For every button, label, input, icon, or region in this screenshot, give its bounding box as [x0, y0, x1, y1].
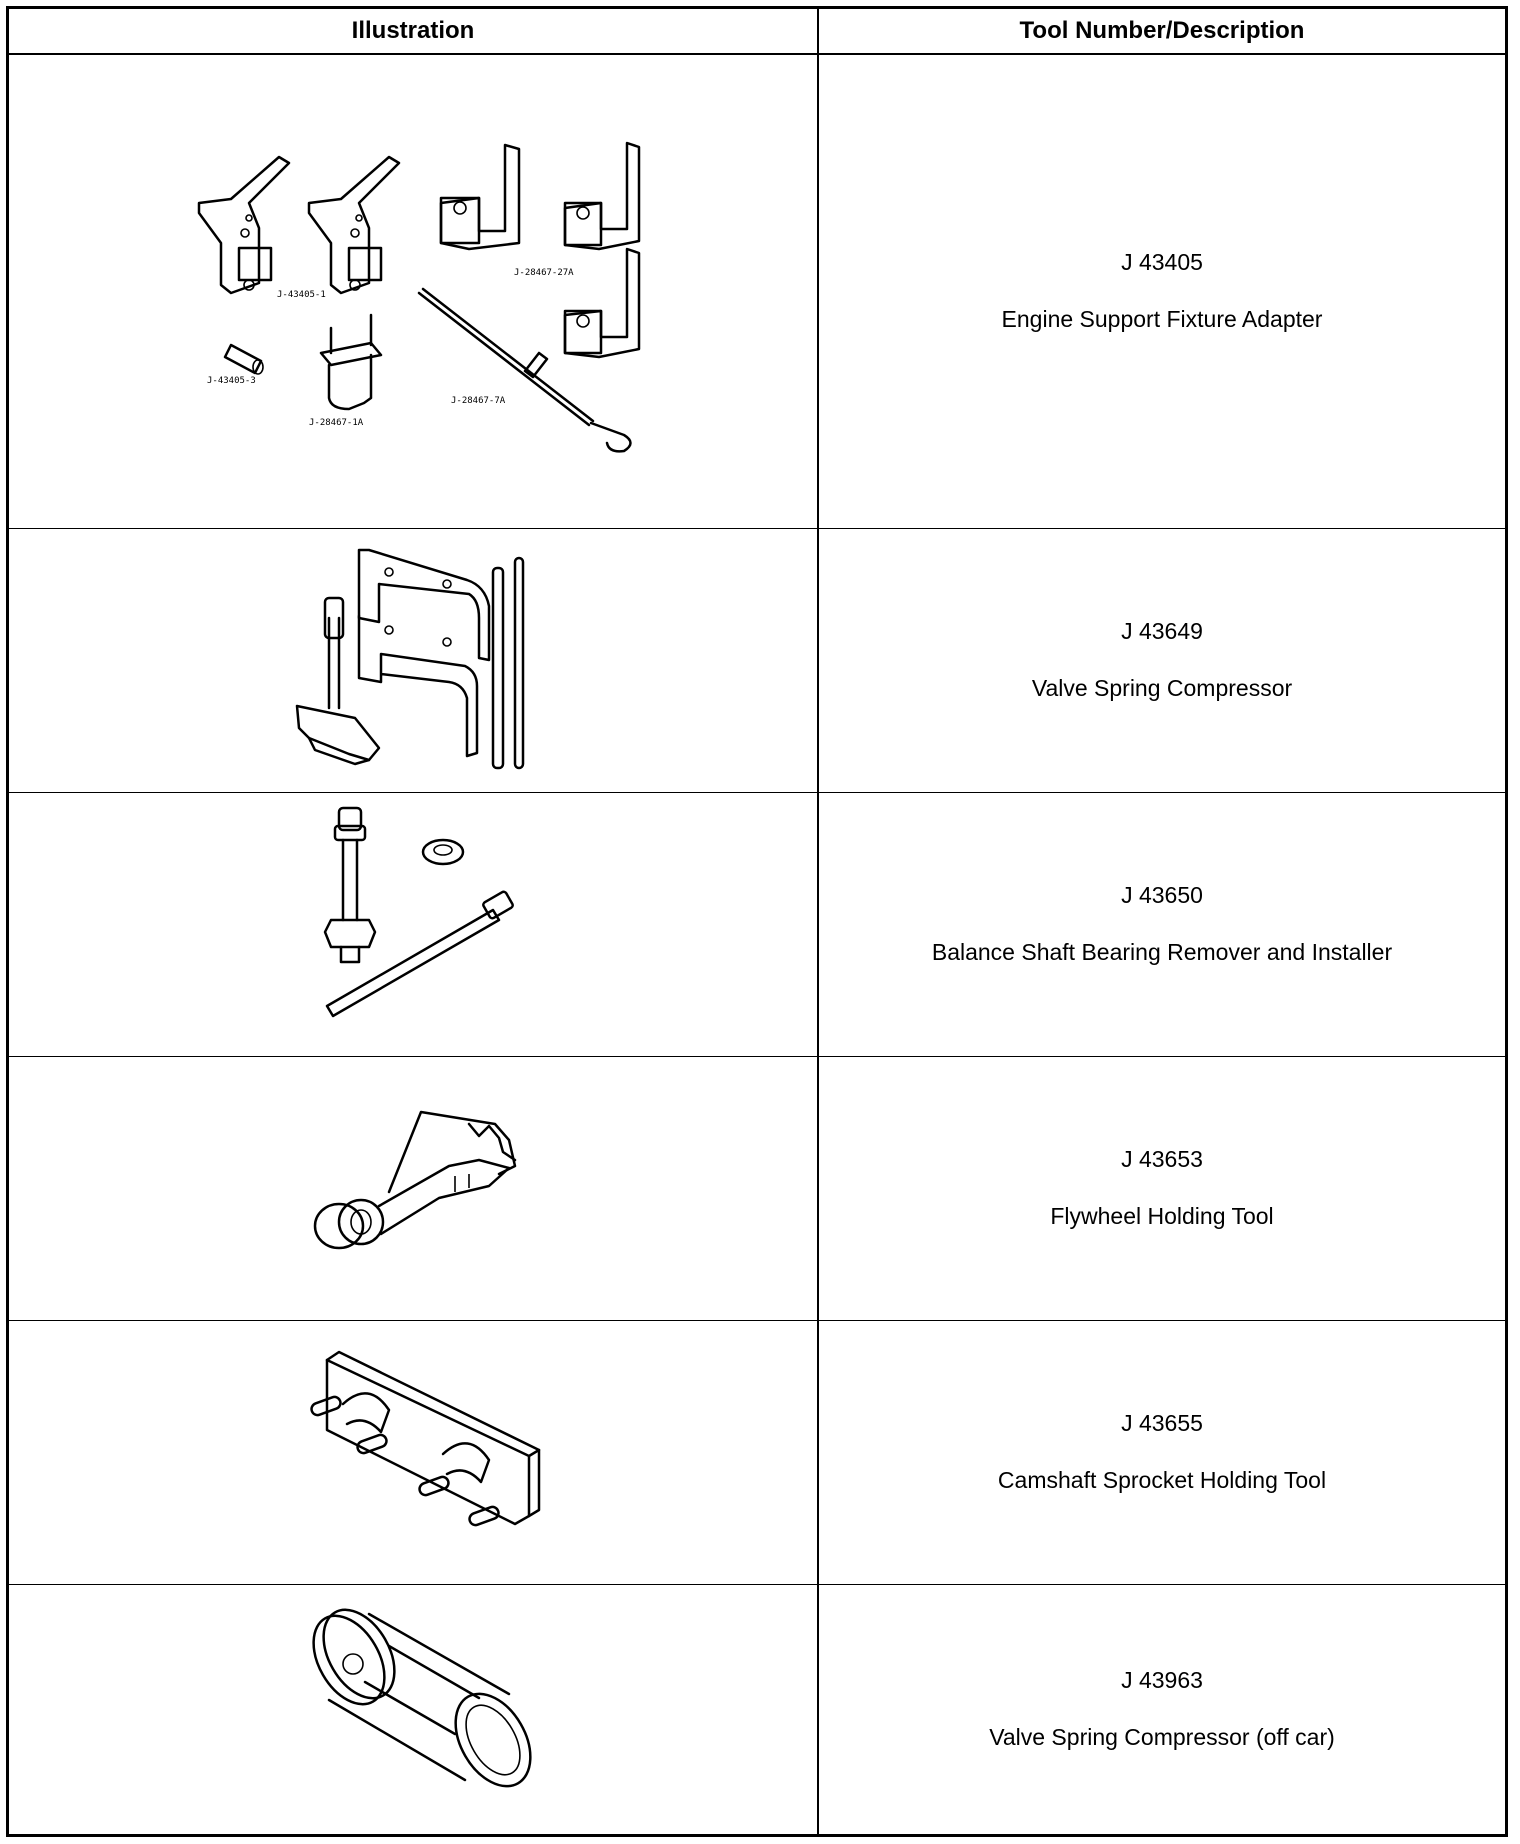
tool-name: Balance Shaft Bearing Remover and Installer	[931, 939, 1393, 965]
svg-text:J-43405-1: J-43405-1	[277, 290, 326, 300]
valve-spring-compressor-off-car-illustration	[9, 1584, 817, 1834]
tool-name: Flywheel Holding Tool	[1050, 1203, 1274, 1229]
balance-shaft-bearing-tool-illustration	[9, 792, 817, 1056]
table-row	[9, 53, 1505, 529]
table-header	[9, 9, 1505, 55]
tool-name: Camshaft Sprocket Holding Tool	[997, 1467, 1327, 1493]
header-illustration: Illustration	[351, 17, 475, 44]
table-row	[9, 1584, 1505, 1834]
tool-name: Valve Spring Compressor (off car)	[989, 1724, 1335, 1750]
tool-name: Valve Spring Compressor	[1031, 675, 1293, 701]
table-row	[9, 792, 1505, 1057]
svg-text:J-28467-27A: J-28467-27A	[514, 268, 574, 278]
tool-description	[819, 1320, 1505, 1584]
header-tool-description: Tool Number/Description	[1019, 17, 1305, 44]
valve-spring-compressor-illustration	[9, 528, 817, 792]
tool-description	[819, 528, 1505, 792]
tool-table	[6, 6, 1508, 1837]
camshaft-sprocket-holding-tool-illustration	[9, 1320, 817, 1584]
table-row	[9, 1056, 1505, 1321]
table-row	[9, 528, 1505, 793]
tool-description	[819, 53, 1505, 528]
tool-number: J 43649	[1121, 618, 1203, 644]
tool-description	[819, 1584, 1505, 1834]
svg-text:J-28467-1A: J-28467-1A	[309, 418, 364, 428]
tool-description	[819, 1056, 1505, 1320]
tool-number: J 43405	[1121, 248, 1203, 275]
tool-number: J 43655	[1121, 1410, 1203, 1436]
tool-number: J 43653	[1121, 1146, 1203, 1172]
flywheel-holding-tool-illustration	[9, 1056, 817, 1320]
tool-number: J 43650	[1121, 882, 1203, 908]
engine-support-fixture-adapter-illustration	[9, 53, 817, 528]
tool-number: J 43963	[1121, 1667, 1203, 1693]
svg-text:J-43405-3: J-43405-3	[207, 376, 256, 386]
tool-name: Engine Support Fixture Adapter	[1001, 305, 1323, 332]
svg-text:J-28467-7A: J-28467-7A	[451, 396, 506, 406]
tool-description	[819, 792, 1505, 1056]
table-row	[9, 1320, 1505, 1585]
